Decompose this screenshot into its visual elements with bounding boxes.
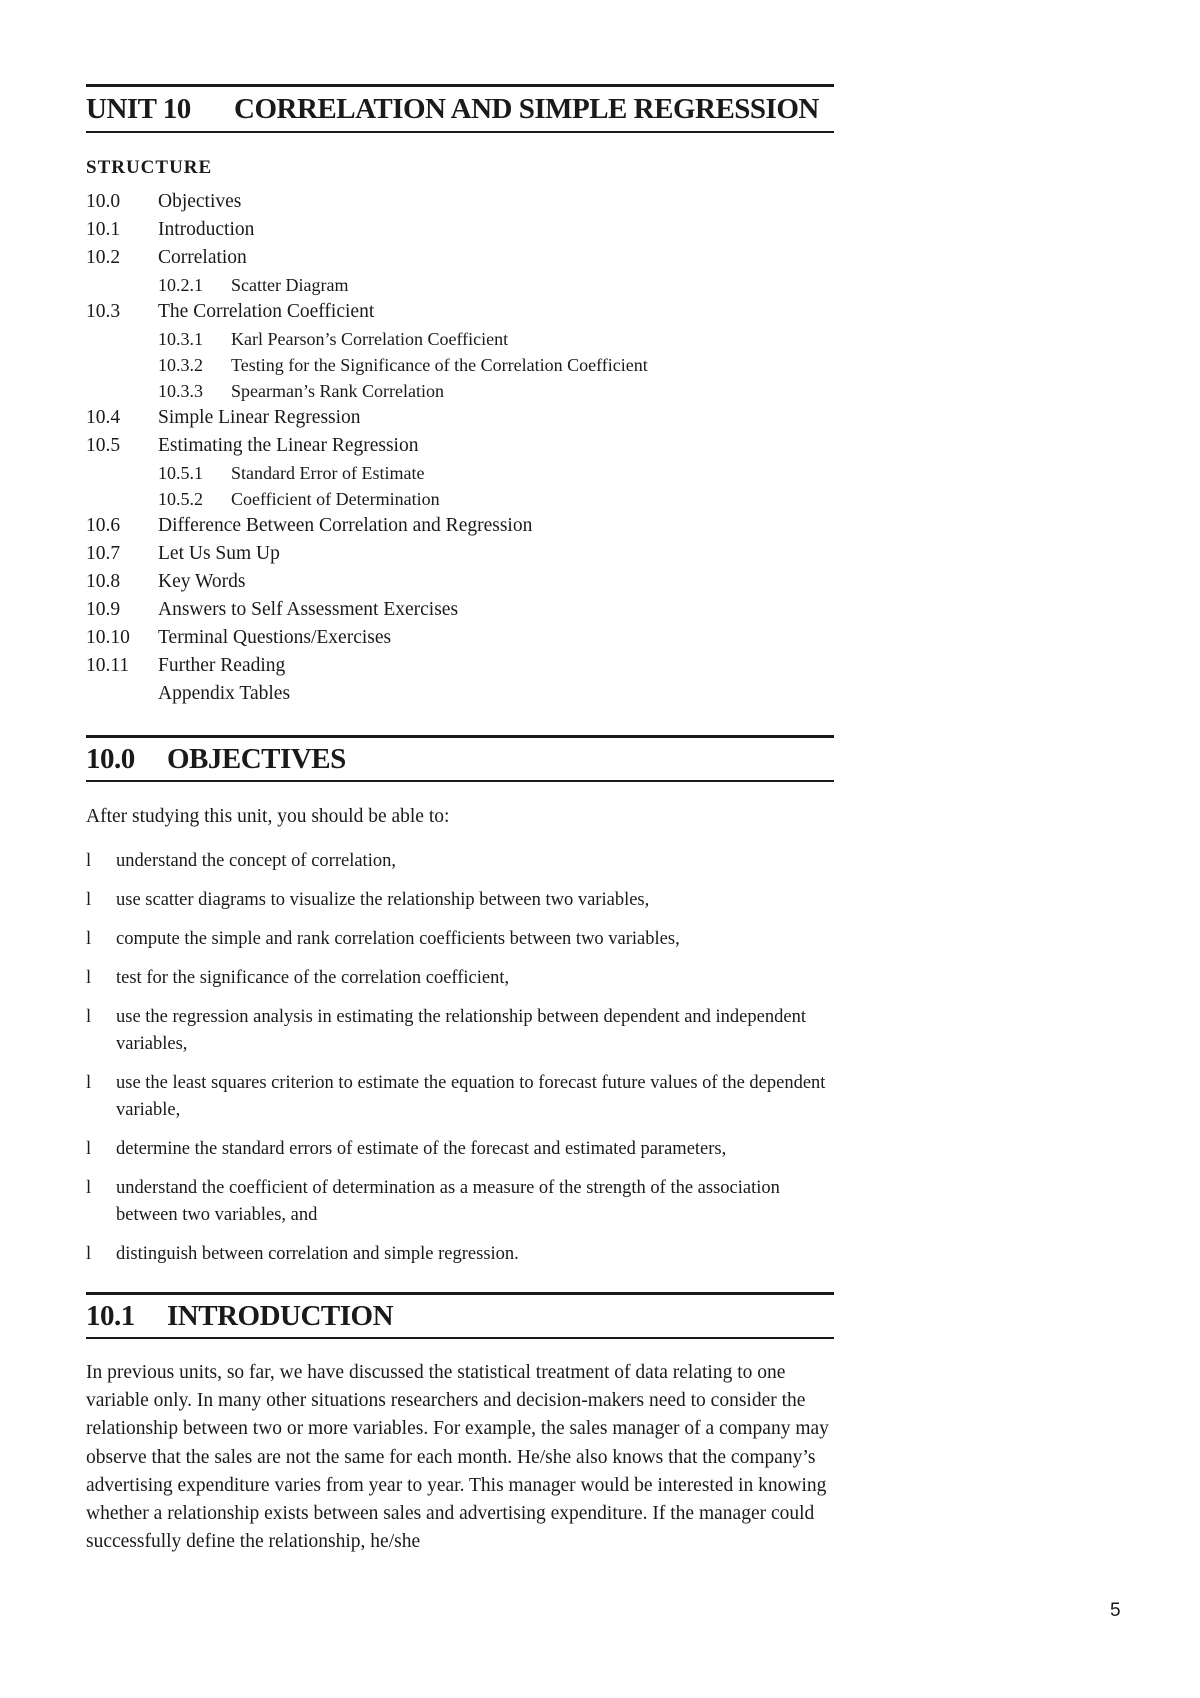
toc-title: Standard Error of Estimate: [231, 463, 425, 483]
structure-label: STRUCTURE: [86, 157, 213, 178]
toc-title: Let Us Sum Up: [158, 543, 280, 564]
unit-heading: [86, 84, 834, 133]
toc-title: Difference Between Correlation and Regression: [158, 515, 533, 536]
toc-title: Correlation: [158, 247, 247, 268]
introduction-heading: [86, 1292, 834, 1339]
toc-title: Estimating the Linear Regression: [158, 435, 419, 456]
page-number: 5: [1110, 1600, 1121, 1621]
toc-title: Coefficient of Determination: [231, 489, 440, 509]
toc-title: Scatter Diagram: [231, 275, 349, 295]
toc-number: 10.2.1: [158, 275, 203, 295]
objectives-heading: [86, 735, 834, 782]
bullet-icon: l: [86, 851, 92, 871]
toc-number: 10.9: [86, 599, 121, 620]
table-of-contents: [86, 191, 834, 711]
toc-row: [86, 191, 834, 219]
bullet-icon: l: [86, 1244, 92, 1264]
toc-subrow: [86, 355, 834, 381]
bullet-icon: l: [86, 1139, 92, 1159]
introduction-number: 10.1: [86, 1300, 135, 1332]
objective-item: [86, 887, 834, 914]
unit-title: CORRELATION AND SIMPLE REGRESSION: [234, 93, 819, 125]
toc-row: [86, 599, 834, 627]
page-content: [86, 84, 834, 1556]
toc-number: 10.2: [86, 247, 121, 268]
objective-item: [86, 1004, 834, 1058]
objective-item: [86, 965, 834, 992]
toc-title: Introduction: [158, 219, 255, 240]
toc-title: Karl Pearson’s Correlation Coefficient: [231, 329, 509, 349]
toc-title: Simple Linear Regression: [158, 407, 361, 428]
toc-row: [86, 407, 834, 435]
toc-title: Terminal Questions/Exercises: [158, 627, 392, 648]
toc-subrow: [86, 329, 834, 355]
bullet-icon: l: [86, 968, 92, 988]
toc-row: [86, 301, 834, 329]
toc-number: 10.8: [86, 571, 121, 592]
objective-item: [86, 1070, 834, 1124]
toc-subrow: [86, 275, 834, 301]
toc-number: 10.5.1: [158, 463, 203, 483]
toc-subrow: [86, 489, 834, 515]
toc-number: 10.5.2: [158, 489, 203, 509]
toc-row: [86, 219, 834, 247]
unit-number: UNIT 10: [86, 93, 191, 125]
toc-number: 10.3.1: [158, 329, 203, 349]
toc-title: Objectives: [158, 191, 242, 212]
toc-title: The Correlation Coefficient: [158, 301, 375, 322]
objectives-intro: After studying this unit, you should be able to:: [86, 806, 450, 827]
bullet-icon: l: [86, 929, 92, 949]
toc-row: [86, 571, 834, 599]
toc-subrow: [86, 463, 834, 489]
bullet-icon: l: [86, 890, 92, 910]
toc-title: Testing for the Significance of the Correlation Coefficient: [231, 355, 648, 375]
toc-title: Appendix Tables: [158, 683, 291, 704]
objectives-list: [86, 848, 834, 1268]
toc-title: Further Reading: [158, 655, 286, 676]
objective-text: distinguish between correlation and simple regression.: [116, 1244, 519, 1264]
objectives-number: 10.0: [86, 743, 135, 775]
toc-title: Spearman’s Rank Correlation: [231, 381, 444, 401]
toc-row: [86, 247, 834, 275]
toc-number: 10.3: [86, 301, 121, 322]
bullet-icon: l: [86, 1073, 92, 1093]
bullet-icon: l: [86, 1007, 92, 1027]
bullet-icon: l: [86, 1178, 92, 1198]
introduction-paragraph: In previous units, so far, we have discussed the statistical treatment of data relating to one variable only. In many other situations researchers and decision-makers need to consider the relationship between two or more variables. For example, the sales manager of a company may observe that the sales are not the same for each month. He/she also knows that the company’s advertising expenditure varies from year to year. This manager would be interested in knowing whether a relationship exists between sales and advertising expenditure. If the manager could successfully define the relationship, he/she: [86, 1362, 829, 1553]
objective-item: [86, 926, 834, 953]
objective-item: [86, 848, 834, 875]
objectives-title: OBJECTIVES: [167, 743, 346, 775]
toc-number: 10.11: [86, 655, 130, 676]
toc-title: Key Words: [158, 571, 246, 592]
toc-row: [86, 627, 834, 655]
toc-row: [86, 655, 834, 683]
toc-row: [86, 543, 834, 571]
toc-number: 10.6: [86, 515, 121, 536]
toc-row: [86, 515, 834, 543]
objective-text: understand the concept of correlation,: [116, 851, 396, 871]
objective-text: understand the coefficient of determination as a measure of the strength of the association between two variables, and: [116, 1178, 780, 1225]
objective-text: test for the significance of the correlation coefficient,: [116, 968, 510, 988]
toc-subrow: [86, 381, 834, 407]
toc-number: 10.5: [86, 435, 121, 456]
toc-number: 10.7: [86, 543, 121, 564]
objective-item: [86, 1136, 834, 1163]
objective-text: use the least squares criterion to estimate the equation to forecast future values of the dependent variable,: [116, 1073, 826, 1120]
objective-text: compute the simple and rank correlation coefficients between two variables,: [116, 929, 680, 949]
toc-number: 10.1: [86, 219, 121, 240]
toc-title: Answers to Self Assessment Exercises: [158, 599, 459, 620]
toc-row: [86, 435, 834, 463]
objective-text: use the regression analysis in estimating the relationship between dependent and independent variables,: [116, 1007, 806, 1054]
objective-item: [86, 1175, 834, 1229]
introduction-title: INTRODUCTION: [167, 1300, 394, 1332]
toc-number: 10.3.2: [158, 355, 203, 375]
toc-number: 10.10: [86, 627, 130, 648]
toc-number: 10.3.3: [158, 381, 203, 401]
toc-row-plain: [86, 683, 834, 711]
toc-number: 10.0: [86, 191, 121, 212]
objective-text: determine the standard errors of estimate of the forecast and estimated parameters,: [116, 1139, 727, 1159]
objective-text: use scatter diagrams to visualize the relationship between two variables,: [116, 890, 650, 910]
objective-item: [86, 1241, 834, 1268]
toc-number: 10.4: [86, 407, 121, 428]
